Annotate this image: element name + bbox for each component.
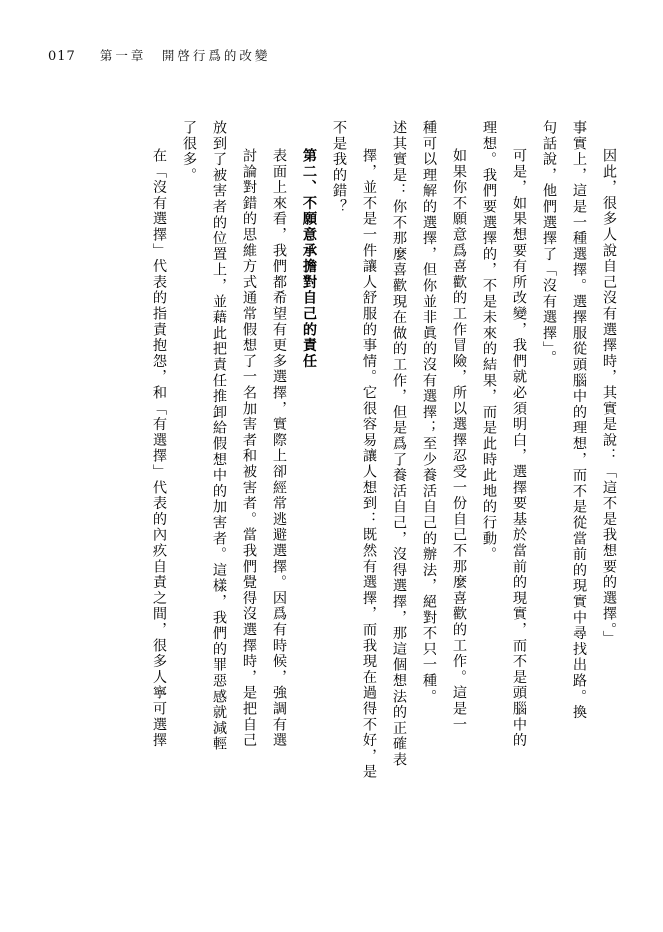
- text-column: 放到了被害者的位置上，並藉此把責任推卸給假想中的加害者。這樣，我們的罪惡感就減輕: [211, 120, 227, 752]
- page-header: [48, 46, 270, 64]
- text-column: 如果你不願意爲喜歡的工作冒險，所以選擇忍受一份自己不那麼喜歡的工作。這是一: [451, 148, 467, 733]
- subheading-column: 第二、不願意承擔對自己的責任: [301, 148, 317, 370]
- text-column: 事實上，這是一種選擇。選擇服從頭腦中的理想，而不是從當前的現實中尋找出路。換: [571, 120, 587, 721]
- text-column: 理想。我們要選擇的，不是未來的結果，而是此時此地的行動。: [481, 120, 497, 563]
- text-column: 擇，並不是一件讓人舒服的事情。它很容易讓人想到：既然有選擇，而我現在過得不好，是: [361, 148, 377, 780]
- text-column: 了很多。: [181, 120, 197, 184]
- text-column: 種可以理解的選擇，但你並非眞的沒有選擇；至少養活自己的辦法，絕對不只一種。: [421, 120, 437, 705]
- text-column: 表面上來看，我們都希望有更多選擇，實際上卻經常逃避選擇。因爲有時候，強調有選: [271, 148, 287, 749]
- text-column: 因此，很多人說自己沒有選擇時，其實是說：「這不是我想要的選擇。」: [601, 148, 617, 647]
- text-column: 句話說，他們選擇了「沒有選擇」。: [541, 120, 557, 366]
- vertical-text-body: [44, 120, 624, 890]
- page-number: 017: [48, 49, 76, 64]
- chapter-title: 第一章 開啓行爲的改變: [99, 48, 271, 63]
- text-column: 不是我的錯？: [331, 120, 347, 215]
- text-column: 可是，如果想要有所改變，我們就必須明白，選擇要基於當前的現實，而不是頭腦中的: [511, 148, 527, 749]
- text-column: 在「沒有選擇」代表的指責抱怨，和「有選擇」代表的內疚自責之間，很多人寧可選擇: [151, 148, 167, 749]
- text-column: 討論對錯的思維方式通常假想了一名加害者和被害者。當我們覺得沒選擇時，是把自己: [241, 148, 257, 749]
- text-column: 述其實是：你不那麼喜歡現在做的工作，但是爲了養活自己，沒得選擇，那這個想法的正確表: [391, 120, 407, 768]
